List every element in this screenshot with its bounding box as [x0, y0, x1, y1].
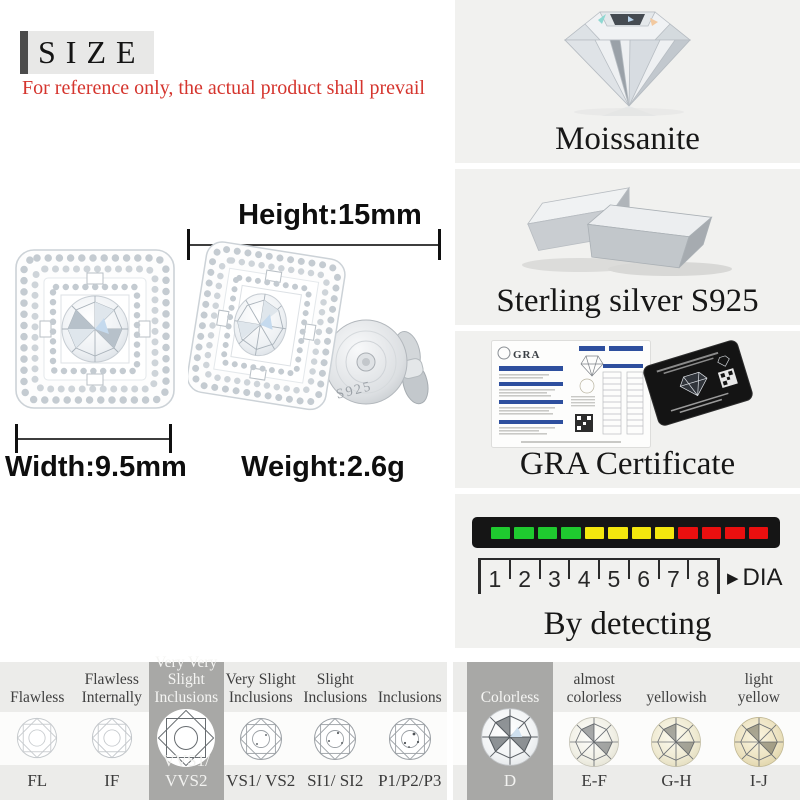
tester-segment	[585, 527, 604, 539]
scale-number: 4	[577, 566, 591, 592]
color-diamond-photo	[568, 716, 620, 768]
s925-stamp: S925	[334, 379, 374, 403]
width-label: Width:9.5mm	[5, 451, 187, 483]
tester-scale-ruler	[478, 558, 720, 594]
color-grade-name: light yellow	[737, 671, 780, 706]
tester-segment	[561, 527, 580, 539]
color-column-d	[467, 662, 553, 800]
size-header	[28, 31, 154, 74]
clarity-chart	[0, 653, 447, 800]
earring-side-photo	[188, 222, 438, 444]
clarity-column-if	[75, 662, 150, 800]
scale-number: 8	[696, 566, 710, 592]
panel-certificate	[455, 331, 800, 488]
clarity-grade-name: Very Slight Inclusions	[225, 671, 296, 706]
disclaimer-text: For reference only, the actual product shall prevail	[22, 77, 425, 99]
color-grade-name: Colorless	[480, 688, 540, 706]
clarity-diamond-sketch	[387, 716, 433, 762]
clarity-column-vvs	[149, 653, 224, 800]
tester-segment	[749, 527, 768, 539]
dia-arrow-icon: ▶	[727, 570, 739, 587]
tester-segment	[491, 527, 510, 539]
panel-moissanite	[455, 0, 800, 163]
dia-label: DIA	[742, 564, 783, 591]
color-column-gh	[635, 662, 717, 800]
moissanite-diamond-image	[540, 4, 715, 116]
color-diamond-photo	[480, 707, 540, 767]
clarity-grade-name: Slight Inclusions	[303, 671, 368, 706]
color-grade-code: I-J	[749, 771, 768, 790]
tester-segment	[702, 527, 721, 539]
tester-segment	[608, 527, 627, 539]
diamond-tester-bar	[472, 517, 780, 548]
clarity-diamond-sketch	[238, 716, 284, 762]
clarity-column-vs	[224, 662, 299, 800]
panel-silver	[455, 169, 800, 325]
certificate-caption: GRA Certificate	[519, 446, 736, 482]
clarity-grade-code: SI1/ SI2	[307, 771, 364, 790]
scale-number: 7	[666, 566, 680, 592]
tester-segment	[514, 527, 533, 539]
size-accent-bar	[20, 31, 28, 74]
clarity-diamond-sketch	[90, 716, 134, 760]
scale-number: 1	[488, 566, 502, 592]
panel-detector	[455, 494, 800, 648]
clarity-grade-code: VVS1/ VVS2	[162, 751, 210, 790]
color-diamond-photo	[650, 716, 702, 768]
clarity-grade-name: Flawless Internally	[81, 671, 142, 706]
clarity-grade-code: VS1/ VS2	[226, 771, 296, 790]
stud-square	[188, 240, 347, 412]
height-label: Height:15mm	[238, 199, 422, 231]
color-grade-code: G-H	[661, 771, 692, 790]
clarity-column-p	[373, 662, 448, 800]
scale-number: 6	[637, 566, 651, 592]
moissanite-caption: Moissanite	[555, 121, 700, 157]
tester-segment	[632, 527, 651, 539]
color-grade-name: almost colorless	[566, 671, 622, 706]
clarity-grade-name: Flawless	[10, 688, 65, 706]
weight-label: Weight:2.6g	[241, 451, 405, 483]
clarity-grade-code: FL	[27, 771, 48, 790]
clarity-diamond-sketch	[312, 716, 358, 762]
detector-caption: By detecting	[543, 606, 712, 642]
color-column-ef	[553, 662, 635, 800]
scale-number: 2	[518, 566, 532, 592]
scale-number: 5	[607, 566, 621, 592]
color-chart	[453, 662, 800, 800]
tester-segment	[655, 527, 674, 539]
tester-segment	[678, 527, 697, 539]
color-diamond-photo	[733, 716, 785, 768]
ear-nut-disc	[325, 320, 407, 404]
width-measure-cap-right	[169, 424, 172, 453]
size-title: SIZE	[38, 34, 146, 70]
silver-bars-image	[510, 177, 745, 279]
clarity-grade-name: Inclusions	[377, 688, 442, 706]
clarity-column-si	[298, 662, 373, 800]
gra-card-image	[641, 338, 755, 428]
clarity-column-fl	[0, 662, 75, 800]
color-grade-code: E-F	[581, 771, 607, 790]
width-measure-line	[18, 438, 170, 440]
clarity-grade-name: Very Very Slight Inclusions	[154, 653, 219, 706]
color-grade-code: D	[503, 771, 517, 790]
dia-indicator	[727, 564, 783, 592]
clarity-grade-code: P1/P2/P3	[378, 771, 442, 790]
color-grade-name: yellowish	[646, 688, 707, 706]
earring-front-photo	[13, 244, 179, 414]
clarity-grade-code: IF	[104, 771, 120, 790]
width-measure-cap-left	[15, 424, 18, 453]
height-measure-cap-right	[438, 229, 441, 260]
clarity-diamond-sketch	[15, 716, 59, 760]
silver-caption: Sterling silver S925	[496, 283, 759, 319]
tester-segment	[538, 527, 557, 539]
certificate-image	[491, 340, 651, 448]
scale-number: 3	[547, 566, 561, 592]
tester-segment	[725, 527, 744, 539]
color-column-ij	[718, 662, 800, 800]
gra-logo: GRA	[513, 349, 541, 361]
